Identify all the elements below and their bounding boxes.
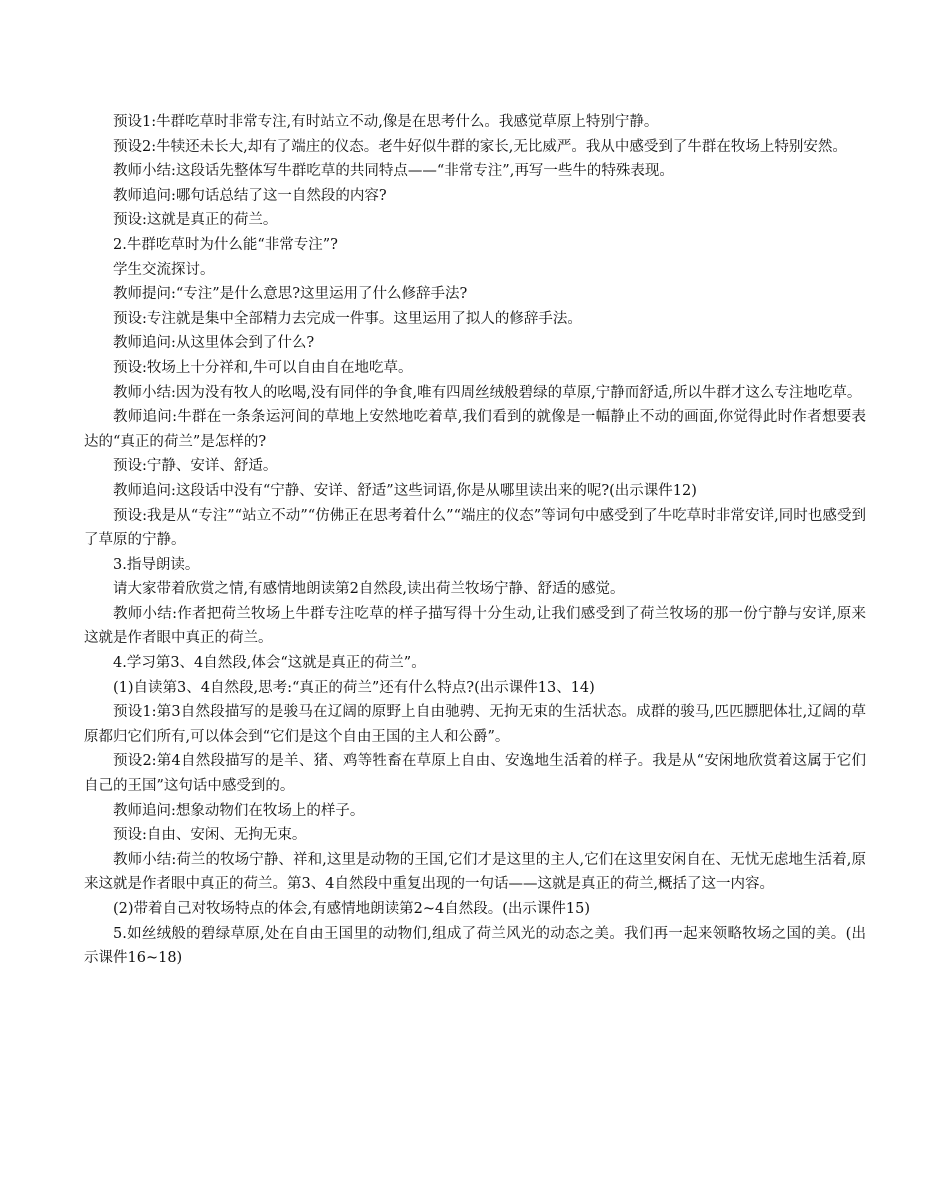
paragraph: 预设1:牛群吃草时非常专注,有时站立不动,像是在思考什么。我感觉草原上特别宁静。 <box>113 114 659 130</box>
paragraph: 教师追问:哪句话总结了这一自然段的内容? <box>113 187 387 204</box>
paragraph: 3.指导朗读。 <box>113 556 200 573</box>
paragraph: 教师追问:从这里体会到了什么? <box>113 335 315 352</box>
paragraph: 教师追问:这段话中没有“宁静、安详、舒适”这些词语,你是从哪里读出来的呢?(出示课件12) <box>113 482 697 499</box>
paragraph: 预设:牧场上十分祥和,牛可以自由自在地吃草。 <box>113 359 413 376</box>
paragraph: 2.牛群吃草时为什么能“非常专注”? <box>113 236 338 253</box>
paragraph: 教师追问:想象动物们在牧场上的样子。 <box>113 802 365 819</box>
paragraph: 预设:我是从“专注”“站立不动”“仿佛正在思考着什么”“端庄的仪态”等词句中感受到了牛吃草时非常安详,同时也感受到了草原的宁静。 <box>84 507 866 549</box>
paragraph: 教师小结:因为没有牧人的吆喝,没有同伴的争食,唯有四周丝绒般碧绿的草原,宁静而舒适,所以牛群才这么专注地吃草。 <box>113 384 862 401</box>
paragraph: 4.学习第3、4自然段,体会“这就是真正的荷兰”。 <box>113 655 426 672</box>
paragraph: 预设:这就是真正的荷兰。 <box>113 212 278 229</box>
paragraph: 教师小结:作者把荷兰牧场上牛群专注吃草的样子描写得十分生动,让我们感受到了荷兰牧场的那一份宁静与安详,原来这就是作者眼中真正的荷兰。 <box>84 605 866 647</box>
document-page <box>84 110 866 971</box>
paragraph: 预设2:牛犊还未长大,却有了端庄的仪态。老牛好似牛群的家长,无比威严。我从中感受到了牛群在牧场上特别安然。 <box>113 138 847 155</box>
paragraph: 教师提问:“专注”是什么意思?这里运用了什么修辞手法? <box>113 286 468 303</box>
paragraph: 预设:宁静、安详、舒适。 <box>113 458 278 475</box>
paragraph: 教师追问:牛群在一条条运河间的草地上安然地吃着草,我们看到的就像是一幅静止不动的画面,你觉得此时作者想要表达的“真正的荷兰”是怎样的? <box>84 409 866 450</box>
paragraph: (1)自读第3、4自然段,思考:“真正的荷兰”还有什么特点?(出示课件13、14) <box>113 679 595 696</box>
paragraph: 学生交流探讨。 <box>113 261 215 278</box>
paragraph: 请大家带着欣赏之情,有感情地朗读第2自然段,读出荷兰牧场宁静、舒适的感觉。 <box>113 581 625 598</box>
paragraph: 预设:专注就是集中全部精力去完成一件事。这里运用了拟人的修辞手法。 <box>113 310 582 327</box>
paragraph: 预设2:第4自然段描写的是羊、猪、鸡等牲畜在草原上自由、安逸地生活着的样子。我是从“安闲地欣赏着这属于它们自己的王国”这句话中感受到的。 <box>84 753 866 795</box>
paragraph: (2)带着自己对牧场特点的体会,有感情地朗读第2~4自然段。(出示课件15) <box>113 901 591 917</box>
paragraph: 预设:自由、安闲、无拘无束。 <box>113 827 307 844</box>
paragraph: 5.如丝绒般的碧绿草原,处在自由王国里的动物们,组成了荷兰风光的动态之美。我们再一起来领略牧场之国的美。(出示课件16~18) <box>84 925 866 967</box>
paragraph: 预设1:第3自然段描写的是骏马在辽阔的原野上自由驰骋、无拘无束的生活状态。成群的骏马,匹匹膘肥体壮,辽阔的草原都归它们所有,可以体会到“它们是这个自由王国的主人和公爵”。 <box>84 704 866 745</box>
paragraph: 教师小结:荷兰的牧场宁静、祥和,这里是动物的王国,它们才是这里的主人,它们在这里安闲自在、无忧无虑地生活着,原来这就是作者眼中真正的荷兰。第3、4自然段中重复出现的一句话——这就是真正的荷兰,概括了这一内容。 <box>84 851 866 893</box>
paragraph: 教师小结:这段话先整体写牛群吃草的共同特点——“非常专注”,再写一些牛的特殊表现。 <box>113 163 674 180</box>
